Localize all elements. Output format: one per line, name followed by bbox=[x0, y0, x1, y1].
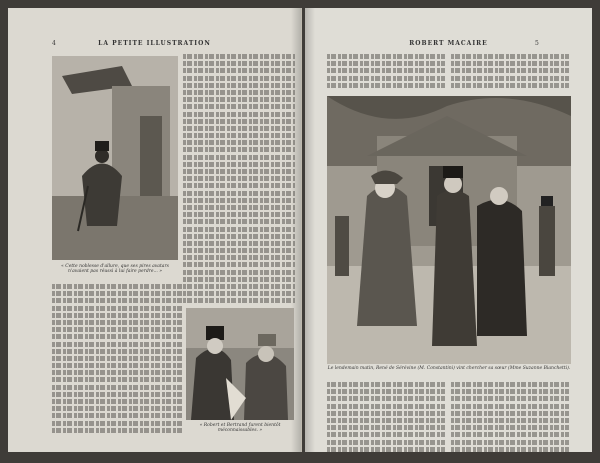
caption-top-photo: « Cette noblesse d'allure, que ses pires avatars n'avaient pas réussi à lui faire perdre... » bbox=[61, 264, 169, 274]
text-bottom-right bbox=[451, 382, 569, 452]
right-page bbox=[305, 8, 592, 452]
running-title-right: ROBERT MACAIRE bbox=[409, 40, 488, 47]
left-header bbox=[8, 8, 301, 47]
photo-robert-bertrand bbox=[186, 308, 294, 420]
text-column-left bbox=[52, 284, 182, 435]
photo-illustration-3 bbox=[327, 96, 571, 364]
text-bottom-left bbox=[327, 382, 445, 452]
page-number-right: 5 bbox=[535, 40, 539, 47]
left-page bbox=[8, 8, 302, 452]
right-header bbox=[305, 8, 592, 47]
text-top-left bbox=[327, 54, 445, 90]
gutter-shadow-right bbox=[305, 8, 315, 452]
caption-bottom-photo: « Robert et Bertrand furent bientôt méconnaissables. » bbox=[199, 423, 281, 433]
text-column-right bbox=[183, 54, 295, 306]
photo-illustration-2 bbox=[186, 308, 294, 420]
photo-main-scene bbox=[327, 96, 571, 364]
text-top-right bbox=[451, 54, 569, 90]
caption-main-photo: Le lendemain matin, René de Sérévine (M. Constantini) vint chercher sa sœur (Mme Suzanne Bianchetti). bbox=[327, 366, 571, 371]
photo-macaire-doorway bbox=[52, 56, 178, 260]
photo-illustration bbox=[52, 56, 178, 260]
running-title: LA PETITE ILLUSTRATION bbox=[98, 40, 211, 47]
page-number: 4 bbox=[52, 40, 56, 47]
